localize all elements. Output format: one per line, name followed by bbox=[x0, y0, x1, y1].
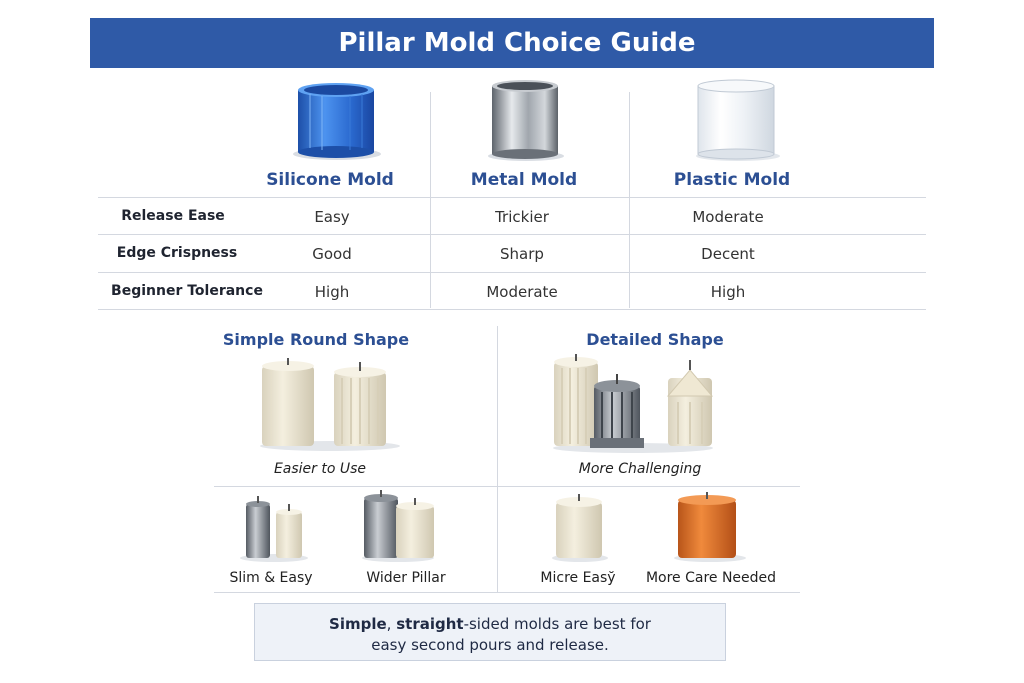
tip-emphasis: Simple bbox=[329, 615, 387, 633]
tip-text: -sided molds are best for bbox=[463, 615, 651, 633]
row-divider bbox=[98, 234, 926, 235]
mold-header-silicone: Silicone Mold bbox=[266, 170, 394, 190]
size-caption: Wider Pillar bbox=[366, 570, 446, 586]
column-divider bbox=[430, 92, 431, 308]
cell-value: Easy bbox=[314, 208, 350, 226]
tip-line-2: easy second pours and release. bbox=[371, 636, 609, 654]
row-label-beginner-tolerance: Beginner Tolerance bbox=[111, 283, 263, 299]
medium-candle-image bbox=[550, 492, 610, 564]
cell-value: Trickier bbox=[495, 208, 549, 226]
page-title: Pillar Mold Choice Guide bbox=[338, 28, 696, 58]
tip-text: , bbox=[386, 615, 397, 633]
tip-box bbox=[254, 603, 726, 661]
size-caption: Micre Easy̆ bbox=[540, 570, 616, 586]
section-divider bbox=[214, 592, 800, 593]
detailed-shape-title: Detailed Shape bbox=[586, 330, 724, 349]
slim-candles-image bbox=[236, 494, 312, 564]
mold-header-metal: Metal Mold bbox=[470, 170, 578, 190]
detailed-shape-caption: More Challenging bbox=[578, 461, 702, 477]
mold-header-plastic: Plastic Mold bbox=[673, 170, 791, 190]
wide-candles-image bbox=[358, 490, 438, 564]
cell-value: Moderate bbox=[692, 208, 764, 226]
cell-value: Decent bbox=[701, 245, 755, 263]
row-divider bbox=[98, 197, 926, 198]
metal-mold-image bbox=[478, 76, 578, 164]
title-banner bbox=[90, 18, 934, 68]
plastic-mold-image bbox=[688, 76, 794, 164]
cell-value: High bbox=[710, 283, 746, 301]
row-label-edge-crispness: Edge Crispness bbox=[116, 245, 238, 261]
tip-line-1 bbox=[255, 615, 725, 633]
section-divider bbox=[214, 486, 800, 487]
cell-value: High bbox=[314, 283, 350, 301]
detailed-candles-image bbox=[548, 352, 718, 456]
size-caption: Slim & Easy bbox=[229, 570, 313, 586]
row-divider bbox=[98, 272, 926, 273]
simple-candles-image bbox=[250, 356, 410, 454]
row-divider bbox=[98, 309, 926, 310]
tip-emphasis: straight bbox=[396, 615, 464, 633]
simple-shape-title: Simple Round Shape bbox=[222, 330, 410, 349]
cell-value: Good bbox=[312, 245, 352, 263]
orange-candle-image bbox=[672, 490, 748, 564]
size-caption: More Care Needed bbox=[645, 570, 777, 586]
simple-shape-caption: Easier to Use bbox=[273, 461, 367, 477]
section-divider bbox=[497, 326, 498, 592]
cell-value: Moderate bbox=[486, 283, 558, 301]
silicone-mold-image bbox=[280, 78, 390, 163]
cell-value: Sharp bbox=[500, 245, 544, 263]
column-divider bbox=[629, 92, 630, 308]
row-label-release-ease: Release Ease bbox=[121, 208, 225, 224]
